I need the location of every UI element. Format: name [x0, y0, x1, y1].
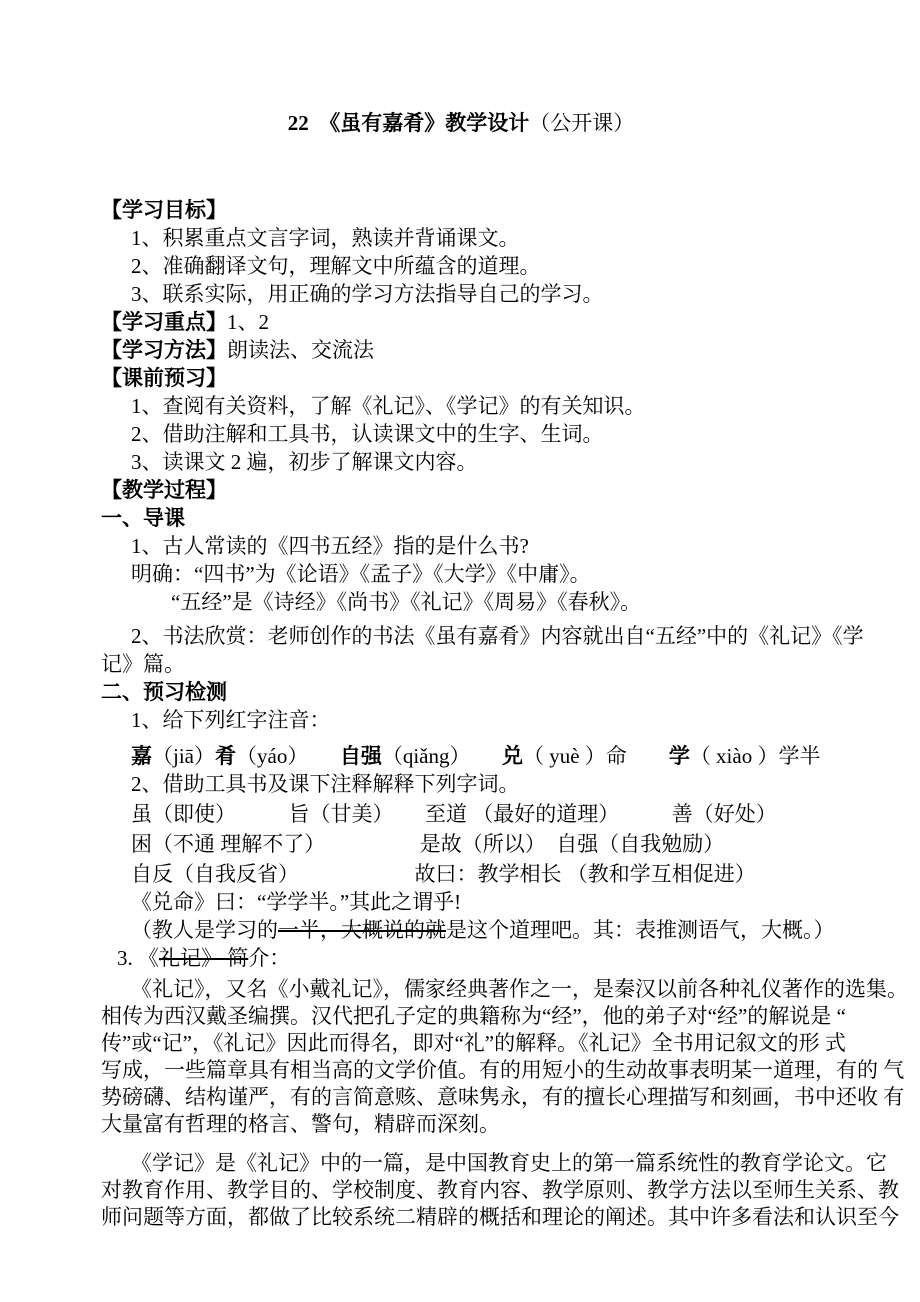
- check-item-1: [131, 706, 821, 734]
- text-run: 大量富有哲理的格言、警句，精辟而深刻。: [101, 1112, 500, 1136]
- text-run: 2、书法欣赏：老师创作的书法《虽有嘉肴》内容就出自“五经”中的《礼记》《学: [131, 624, 864, 648]
- text-run: 相传为西汉戴圣编撰。汉代把孔子定的典籍称为“经”，他的弟子对“经”的解说是 “: [101, 1004, 846, 1028]
- text-run: 介：: [248, 946, 291, 970]
- text-run: （ yuè ）命: [522, 744, 669, 768]
- liji-intro-line-1: [131, 976, 908, 1003]
- lead-in-answer-wujing: [171, 588, 821, 616]
- text-run: 困（不通 理解不了） 是故（所以） 自强（自我勉励）: [131, 832, 725, 856]
- lead-in-question-2: [131, 622, 864, 650]
- text-run: 一半，大概说的就: [278, 918, 446, 942]
- text-run: 记》篇。: [101, 652, 185, 676]
- text-run: 对教育作用、教学目的、学校制度、教育内容、教学原则、教学方法以至师生关系、教: [101, 1178, 899, 1202]
- text-run: 朗读法、交流法: [227, 338, 374, 362]
- text-run: 1、2: [227, 310, 269, 334]
- text-run: 肴: [215, 744, 236, 768]
- text-run: 【课前预习】: [101, 366, 227, 390]
- preview-item-3: [131, 448, 821, 476]
- quote-translation: [131, 916, 835, 944]
- text-run: 嘉: [131, 744, 152, 768]
- text-run: 【教学过程】: [101, 478, 227, 502]
- text-run: （ xiào ）学半: [689, 744, 821, 768]
- text-run: 【学习重点】: [101, 310, 227, 334]
- text-run: 1、古人常读的《四书五经》指的是什么书?: [131, 534, 529, 558]
- goal-item-2: [131, 252, 821, 280]
- check-item-2: [131, 770, 821, 798]
- text-run: 1、给下列红字注音：: [131, 708, 331, 732]
- text-run: （qiǎng）: [381, 744, 502, 768]
- xueji-intro-line-3: [101, 1204, 899, 1231]
- word-gloss-row-1: [131, 800, 821, 828]
- text-run: 22 《虽有嘉肴》教学设计: [287, 111, 530, 135]
- text-run: 【学习方法】: [101, 338, 227, 362]
- text-run: 二、预习检测: [101, 680, 227, 704]
- text-run: （公开课）: [529, 111, 635, 135]
- document-title: [101, 109, 821, 137]
- yueming-quote: [131, 888, 821, 916]
- text-run: 3、读课文 2 遍，初步了解课文内容。: [131, 450, 478, 474]
- text-run: （教人是学习的: [131, 918, 278, 942]
- section-methods: [101, 336, 821, 364]
- text-run: 2、借助工具书及课下注释解释下列字词。: [131, 772, 520, 796]
- text-run: 自反（自我反省） 故曰：教学相长 （教和学互相促进）: [131, 862, 756, 886]
- text-run: 3. 《: [117, 946, 159, 970]
- goal-item-1: [131, 224, 821, 252]
- text-run: 自强: [339, 744, 382, 768]
- text-run: 学: [668, 744, 690, 768]
- xueji-intro-line-2: [101, 1177, 899, 1204]
- lead-in-answer-sishu: [131, 560, 821, 588]
- word-gloss-row-3: [131, 860, 821, 888]
- goal-item-3: [131, 280, 821, 308]
- text-run: 一、导课: [101, 506, 185, 530]
- section-key-points: [101, 308, 821, 336]
- lead-in-question-1: [131, 532, 821, 560]
- liji-intro-line-2: [101, 1003, 846, 1030]
- text-run: 势磅礴、结构谨严，有的言简意赅、意味隽永，有的擅长心理描写和刻画，书中还收 有: [101, 1085, 905, 1109]
- text-run: 虽（即使） 旨（甘美） 至道 （最好的道理） 善（好处）: [131, 802, 777, 826]
- xueji-intro-line-1: [131, 1150, 887, 1177]
- liji-intro-line-3: [101, 1030, 846, 1057]
- text-run: 《学记》是《礼记》中的一篇，是中国教育史上的第一篇系统性的教育学论文。它: [131, 1151, 887, 1175]
- text-run: 1、积累重点文言字词，熟读并背诵课文。: [131, 226, 520, 250]
- lead-in-question-2-cont: [101, 650, 821, 678]
- text-run: （yáo）: [236, 744, 340, 768]
- text-run: 2、准确翻译文句，理解文中所蕴含的道理。: [131, 254, 541, 278]
- text-run: 1、查阅有关资料，了解《礼记》、《学记》的有关知识。: [131, 394, 646, 418]
- step-2-preview-check: [101, 678, 821, 706]
- text-run: 《礼记》，又名《小戴礼记》，儒家经典著作之一，是秦汉以前各种礼仪著作的选集。: [131, 977, 908, 1001]
- text-run: 是这个道理吧。其：表推测语气，大概。）: [446, 918, 835, 942]
- preview-item-2: [131, 420, 821, 448]
- text-run: 礼记》 简: [159, 946, 249, 970]
- word-gloss-row-2: [131, 830, 821, 858]
- text-run: 明确：“四书”为《论语》《孟子》《大学》《中庸》。: [131, 562, 591, 586]
- liji-intro-line-4: [101, 1057, 905, 1084]
- check-item-3-liji-intro-heading: [117, 944, 821, 972]
- text-run: 传”或“记”，《礼记》因此而得名，即对“礼”的解释。《礼记》全书用记叙文的形 式: [101, 1031, 846, 1055]
- text-run: 2、借助注解和工具书，认读课文中的生字、生词。: [131, 422, 604, 446]
- text-run: 【学习目标】: [101, 198, 227, 222]
- preview-item-1: [131, 392, 821, 420]
- section-learning-goals: [101, 196, 821, 224]
- text-run: 师问题等方面，都做了比较系统二精辟的概括和理论的阐述。其中许多看法和认识至今: [101, 1205, 899, 1229]
- document-body: [101, 196, 908, 1231]
- pinyin-line: [131, 742, 821, 770]
- text-run: 3、联系实际，用正确的学习方法指导自己的学习。: [131, 282, 604, 306]
- text-run: “五经”是《诗经》《尚书》《礼记》《周易》《春秋》。: [171, 590, 642, 614]
- text-run: （jiā）: [152, 744, 215, 768]
- text-run: 兑: [501, 744, 523, 768]
- text-run: 《兑命》曰：“学学半。”其此之谓乎!: [131, 890, 462, 914]
- section-pre-class-preview: [101, 364, 821, 392]
- step-1-lead-in: [101, 504, 821, 532]
- section-teaching-process: [101, 476, 821, 504]
- liji-intro-line-5: [101, 1084, 905, 1111]
- text-run: 写成，一些篇章具有相当高的文学价值。有的用短小的生动故事表明某一道理，有的 气: [101, 1058, 905, 1082]
- liji-intro-line-6: [101, 1111, 821, 1138]
